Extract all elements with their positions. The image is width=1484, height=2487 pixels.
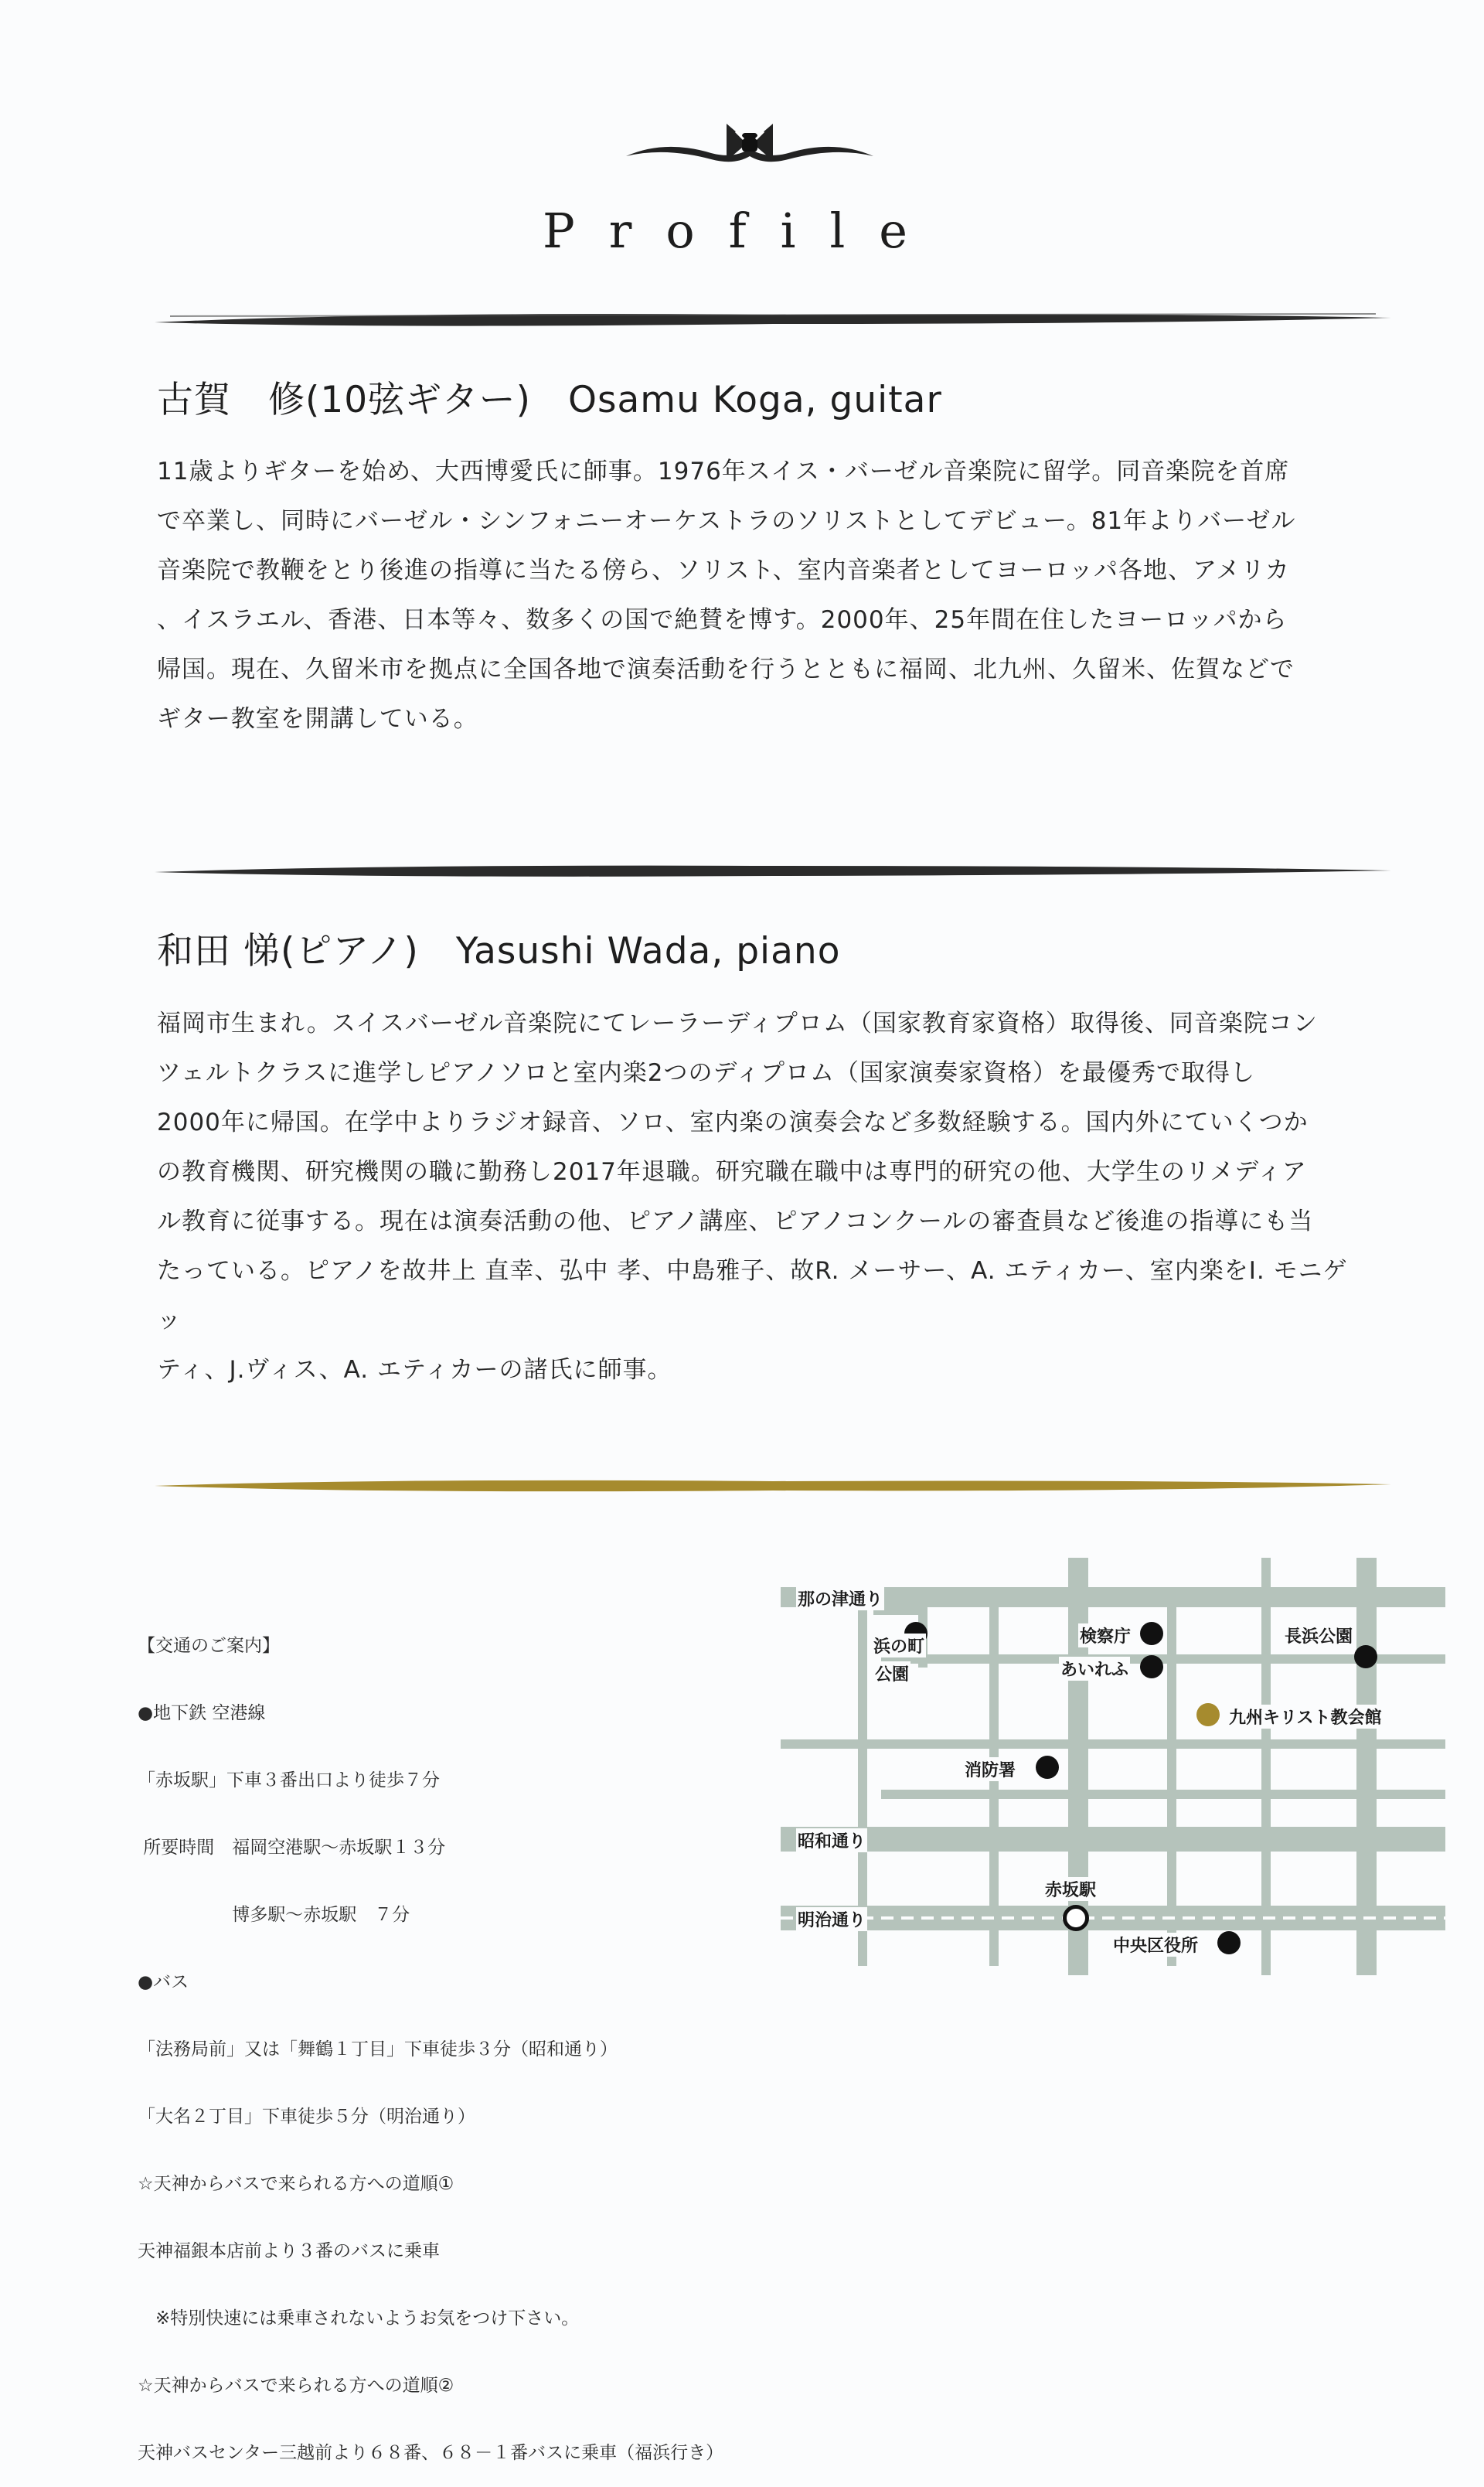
profile-name-wada: 和田 悌(ピアノ) Yasushi Wada, piano <box>157 930 841 973</box>
bio-line: 福岡市生まれ。スイスバーゼル音楽院にてレーラーディプロム（国家教育家資格）取得後、同音楽院コン <box>157 1010 1318 1037</box>
access-line: ●地下鉄 空港線 <box>138 1703 266 1723</box>
map-label-kensatsucho: 検察庁 <box>1078 1623 1132 1647</box>
bio-line: の教育機関、研究機関の職に勤務し2017年退職。研究職在職中は専門的研究の他、大学生のリメディア <box>157 1158 1307 1186</box>
brush-divider <box>155 305 1391 332</box>
map-marker-venue <box>1196 1703 1220 1726</box>
access-line: 「法務局前」又は「舞鶴１丁目」下車徒歩３分（昭和通り） <box>138 2039 618 2059</box>
ribbon-bow-ornament <box>618 116 881 174</box>
bio-line: 11歳よりギターを始め、大西博愛氏に師事。1976年スイス・バーゼル音楽院に留学。同音楽院を首席 <box>157 458 1290 485</box>
gold-brush-divider <box>155 1472 1391 1499</box>
map-label-koen: 公園 <box>873 1661 910 1685</box>
map-roads <box>781 1558 1445 1975</box>
access-line: 所要時間 福岡空港駅～赤坂駅１３分 <box>138 1838 446 1858</box>
map-label-akasaka: 赤坂駅 <box>1043 1877 1098 1901</box>
access-line: ●バス <box>138 1972 189 1992</box>
access-line: ※特別快速には乗車されないようお気をつけ下さい。 <box>138 2308 580 2329</box>
profile-bio-koga <box>157 447 1363 744</box>
map-label-nagahama: 長浜公園 <box>1283 1623 1354 1647</box>
map-marker-chuo-ward-office <box>1217 1931 1241 1954</box>
map-label-chuo: 中央区役所 <box>1111 1933 1200 1957</box>
map-marker-shobosho <box>1036 1756 1059 1779</box>
map-label-showa: 昭和通り <box>796 1828 867 1852</box>
bio-line: ティ、J.ヴィス、A. エティカーの諸氏に師事。 <box>157 1356 672 1384</box>
bio-line: 帰国。現在、久留米市を拠点に全国各地で演奏活動を行うとともに福岡、北九州、久留米、佐賀などで <box>157 656 1295 683</box>
map-label-venue: 九州キリスト教会館 <box>1227 1705 1384 1729</box>
access-info <box>138 1590 723 2487</box>
page-title: Profile <box>543 203 941 259</box>
access-line: 【交通のご案内】 <box>138 1636 280 1656</box>
brush-divider <box>155 857 1391 884</box>
bio-line: 2000年に帰国。在学中よりラジオ録音、ソロ、室内楽の演奏会など多数経験する。国内外にていくつか <box>157 1109 1309 1136</box>
access-line: ☆天神からバスで来られる方への道順① <box>138 2174 454 2194</box>
map-label-nanotsu: 那の津通り <box>796 1586 884 1610</box>
access-line: 天神福銀本店前より３番のバスに乗車 <box>138 2241 440 2261</box>
access-line: 「大名２丁目」下車徒歩５分（明治通り） <box>138 2107 475 2127</box>
profile-bio-wada <box>157 999 1363 1395</box>
map-label-aireful: あいれふ <box>1059 1657 1130 1681</box>
bio-line: ル教育に従事する。現在は演奏活動の他、ピアノ講座、ピアノコンクールの審査員など後進の指導にも当 <box>157 1208 1314 1235</box>
map-marker-kensatsucho <box>1140 1622 1163 1645</box>
access-map <box>781 1558 1445 1975</box>
map-marker-aireful <box>1140 1655 1163 1678</box>
map-marker-nagahama <box>1354 1645 1377 1668</box>
bio-line: 音楽院で教鞭をとり後進の指導に当たる傍ら、ソリスト、室内音楽者としてヨーロッパ各地、アメリカ <box>157 557 1290 584</box>
bio-line: ツェルトクラスに進学しピアノソロと室内楽2つのディプロム（国家演奏家資格）を最優秀で取得し <box>157 1059 1255 1087</box>
access-line: 「赤坂駅」下車３番出口より徒歩７分 <box>138 1770 440 1790</box>
access-line: 天神バスセンター三越前より６８番、６８－１番バスに乗車（福浜行き） <box>138 2443 724 2463</box>
map-label-shobosho: 消防署 <box>963 1757 1017 1781</box>
bio-line: ギター教室を開講している。 <box>157 705 478 733</box>
map-label-hamanomachi: 浜の町 <box>872 1634 926 1657</box>
bio-line: で卒業し、同時にバーゼル・シンフォニーオーケストラのソリストとしてデビュー。81年よりバーゼル <box>157 507 1296 535</box>
bio-line: 、イスラエル、香港、日本等々、数多くの国で絶賛を博す。2000年、25年間在住したヨーロッパから <box>157 606 1288 634</box>
profile-name-koga: 古賀 修(10弦ギター) Osamu Koga, guitar <box>157 379 942 421</box>
access-line: 博多駅～赤坂駅 ７分 <box>138 1905 410 1925</box>
map-label-meiji: 明治通り <box>796 1907 867 1931</box>
map-marker-akasaka-station <box>1063 1905 1089 1931</box>
access-line: ☆天神からバスで来られる方への道順② <box>138 2376 454 2396</box>
bio-line: たっている。ピアノを故井上 直幸、弘中 孝、中島雅子、故R. メーサー、A. エティカー、室内楽をI. モニゲッ <box>157 1257 1348 1334</box>
